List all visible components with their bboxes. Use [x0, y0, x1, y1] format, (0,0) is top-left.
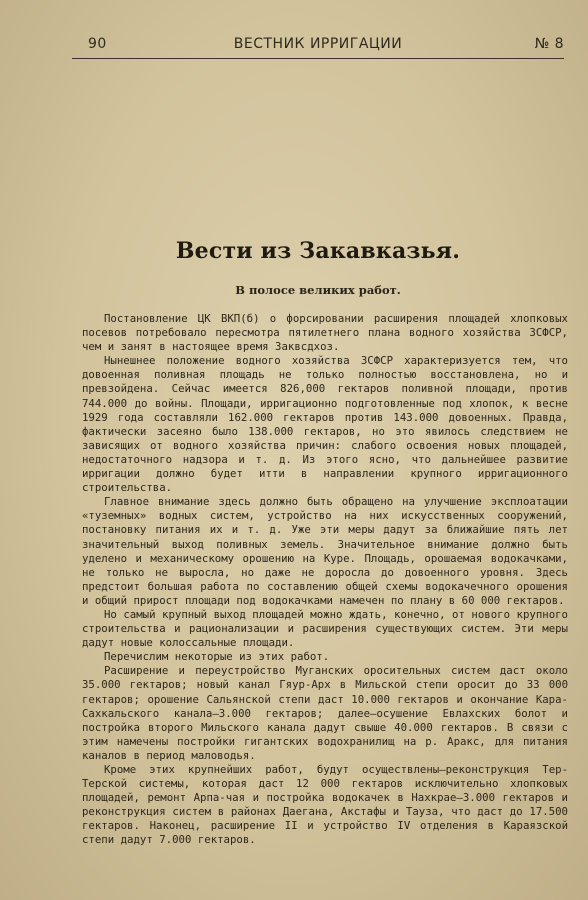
paragraph: Постановление ЦК ВКП(б) о форсировании расширения площадей хлопковых посевов потребовало пересмотра пятилетнего плана водного хозяйства ЗСФСР, чем и занят в настоящее время Заквсдхоз.	[82, 312, 568, 354]
paragraph: Главное внимание здесь должно быть обращено на улучшение эксплоатации «туземных» водных систем, устройство на них искусственных сооружений, постановку питания их и т. д. Уже эти меры дадут за ближайшие пять лет значительный выход поливных земель. Значительное внимание должно быть уделено и механическому орошению на Куре. Площадь, орошаемая водокачками, не только не выросла, но даже не доросла до довоенного уровня. Здесь предстоит большая работа по составлению общей схемы водокачечного орошения и общий прирост площади под водокачками намечен по плану в 60 000 гектаров.	[82, 495, 568, 607]
article-subtitle: В полосе великих работ.	[235, 283, 401, 297]
article-body	[82, 312, 568, 848]
article-title: Вести из Закавказья.	[175, 238, 461, 264]
paragraph: Расширение и переустройство Муганских оросительных систем даст около 35.000 гектаров; новый канал Гяур-Арх в Мильской степи оросит до 33 000 гектаров; орошение Сальянской степи даст 10.000 гектаров и окончание Кара-Сахкальского канала—3.000 гектаров; далее—осушение Евлахских болот и постройка второго Мильского канала дадут свыше 40.000 гектаров. В связи с этим намечены постройки гигантских водохранилищ на р. Аракс, для питания каналов в период маловодья.	[82, 664, 568, 762]
paragraph: Кроме этих крупнейших работ, будут осуществлены—реконструкция Тер-Терской системы, которая даст 12 000 гектаров исключительно хлопковых площадей, ремонт Арпа-чая и постройка водокачек в Нахкрае—3.000 гектаров и реконструкция систем в районах Даегана, Акстафы и Тауза, что даст до 17.500 гектаров. Наконец, расширение II и устройство IV отделения в Караязской степи дадут 7.000 гектаров.	[82, 763, 568, 847]
paragraph: Но самый крупный выход площадей можно ждать, конечно, от нового крупного строительства и рационализации и расширения существующих систем. Эти меры дадут новые колоссальные площади.	[82, 607, 568, 650]
issue-number: № 8	[534, 36, 564, 52]
paragraph: Перечислим некоторые из этих работ.	[104, 650, 330, 664]
page-number: 90	[88, 36, 107, 52]
paragraph: Нынешнее положение водного хозяйства ЗСФСР характеризуется тем, что довоенная поливная площадь не только полностью восстановлена, но и превзойдена. Сейчас имеется 826,000 гектаров поливной площади, против 744.000 до войны. Площади, ирригационно подготовленные под хлопок, к весне 1929 года составляли 162.000 гектаров против 143.000 довоенных. Правда, фактически засеяно было 138.000 гектаров, но это явилось следствием не зависящих от водного хозяйства причин: слабого освоения новых площадей, недостаточного надзора и т. д. Из этого ясно, что дальнейшее развитие ирригации должно будет итти в направлении крупного ирригационного строительства.	[82, 354, 568, 495]
journal-title: ВЕСТНИК ИРРИГАЦИИ	[233, 36, 403, 52]
header-rule	[72, 58, 564, 59]
running-header	[72, 36, 564, 58]
